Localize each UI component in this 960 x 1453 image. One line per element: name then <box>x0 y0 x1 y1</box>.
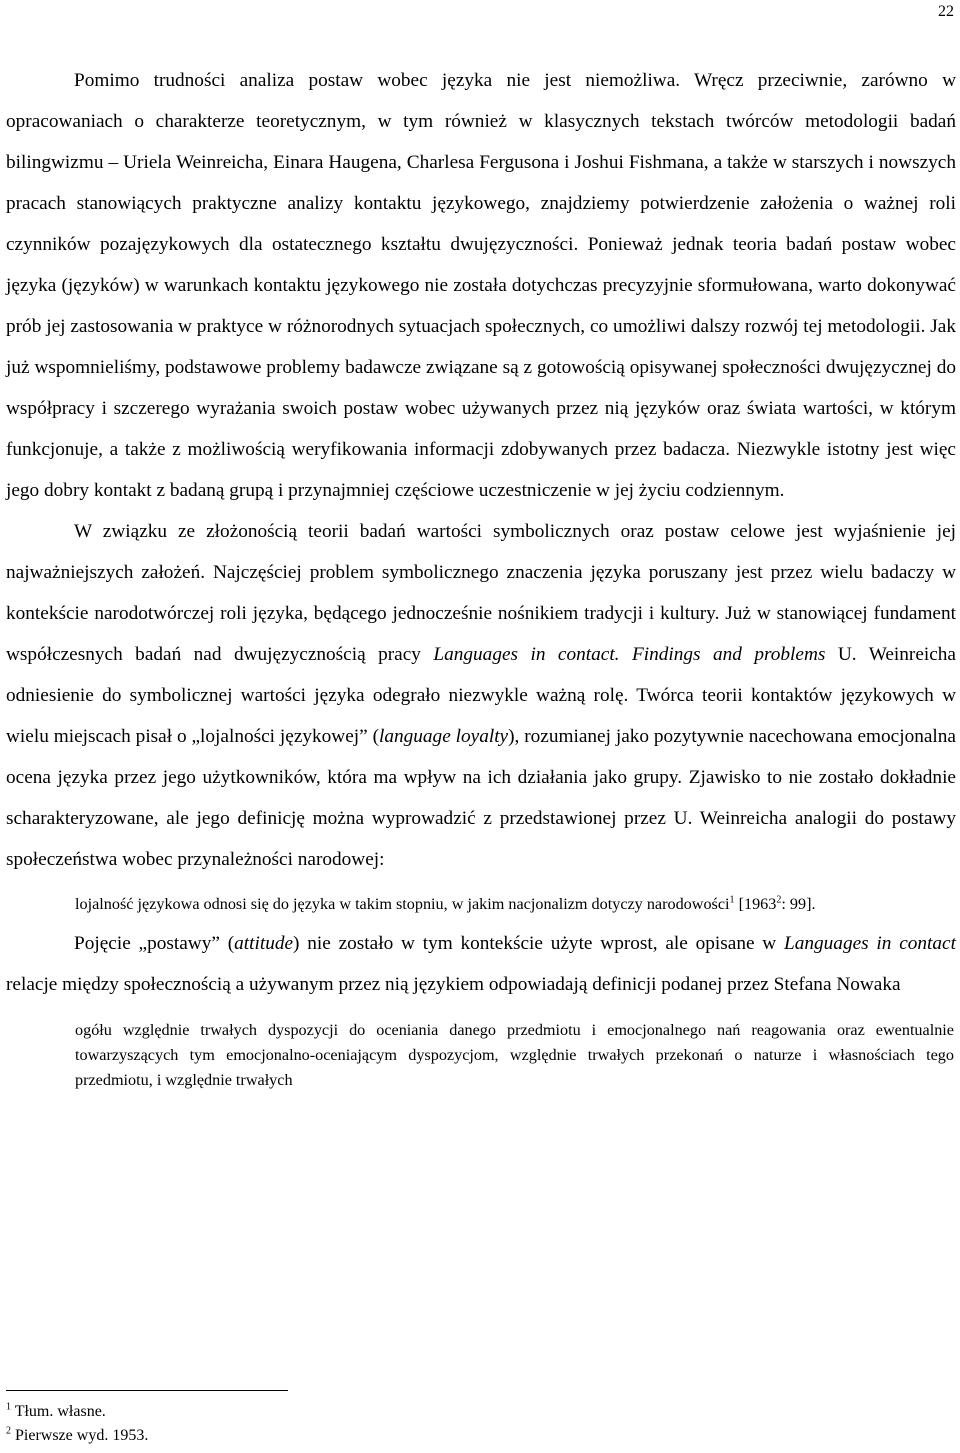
paragraph-1: Pomimo trudności analiza postaw wobec języka nie jest niemożliwa. Wręcz przeciwnie, zarówno w opracowaniach o charakterze teoretycznym, w tym również w klasycznych tekstach twórców metodologii badań bilingwizmu – Uriela Weinreicha, Einara Haugena, Charlesa Fergusona i Joshui Fishmana, a także w starszych i nowszych pracach stanowiących praktyczne analizy kontaktu językowego, znajdziemy potwierdzenie założenia o ważnej roli czynników pozajęzykowych dla ostatecznego kształtu dwujęzyczności. Ponieważ jednak teoria badań postaw wobec języka (języków) w warunkach kontaktu językowego nie została dotychczas precyzyjnie sformułowana, warto dokonywać prób jej zastosowania w praktyce w różnorodnych sytuacjach społecznych, co umożliwi dalszy rozwój tej metodologii. Jak już wspomnieliśmy, podstawowe problemy badawcze związane są z gotowością opisywanej społeczności dwujęzycznej do współpracy i szczerego wyrażania swoich postaw wobec używanych przez nią języków oraz świata wartości, w którym funkcjonuje, a także z możliwością weryfikowania informacji zdobywanych przez badacza. Niezwykle istotny jest więc jego dobry kontakt z badaną grupą i przynajmniej częściowe uczestniczenie w jej życiu codziennym. <box>6 70 956 501</box>
footnote-1-text: Tłum. własne. <box>11 1403 106 1420</box>
footnote-2-mark: 2 <box>6 1425 11 1437</box>
paragraph-2-text-b: U. Weinreicha odniesienie do symbolicznej wartości języka odegrało niezwykle ważną rolę. Twórca teorii kontaktów językowych w wielu miejscach pisał o „lojalności językowej” ( <box>6 644 956 747</box>
page-number: 22 <box>938 3 954 20</box>
paragraph-2 <box>6 511 956 880</box>
footnotes <box>6 1400 148 1448</box>
paragraph-2-text-a: W związku ze złożonością teorii badań wartości symbolicznych oraz postaw celowe jest wyjaśnienie jej najważniejszych założeń. Najczęściej problem symbolicznego znaczenia języka poruszany jest przez wielu badaczy w kontekście narodotwórczej roli języka, będącego jednocześnie nośnikiem tradycji i kultury. Już w stanowiącej fundament współczesnych badań nad dwujęzycznością pracy <box>6 521 956 665</box>
footnote-1-mark: 1 <box>6 1401 11 1413</box>
footnote-separator <box>6 1390 288 1391</box>
page-body <box>6 60 956 1093</box>
footnote-2 <box>6 1424 148 1448</box>
term-italic: language loyalty <box>379 726 509 747</box>
book-title-italic: Languages in contact <box>784 933 956 954</box>
footnote-2-text: Pierwsze wyd. 1953. <box>11 1427 149 1444</box>
footnote-ref-2[interactable]: 2 <box>776 894 782 906</box>
footnote-1 <box>6 1400 148 1424</box>
quote-1-text-a: lojalność językowa odnosi się do języka w takim stopniu, w jakim nacjonalizm dotyczy narodowości <box>75 895 730 913</box>
quote-1-text-c: : 99]. <box>781 895 816 913</box>
paragraph-3 <box>6 923 956 1005</box>
footnote-ref-1[interactable]: 1 <box>729 894 735 906</box>
block-quote-1 <box>6 892 956 917</box>
paragraph-3-text-a: Pojęcie „postawy” ( <box>74 933 235 954</box>
paragraph-2-text-c: ), rozumianej jako pozytywnie nacechowana emocjonalna ocena języka przez jego użytkowników, która ma wpływ na ich działania jako grupy. Zjawisko to nie zostało dokładnie scharakteryzowane, ale jego definicję można wyprowadzić z przedstawionej przez U. Weinreicha analogii do postawy społeczeństwa wobec przynależności narodowej: <box>6 726 956 870</box>
paragraph-3-text-c: relacje między społecznością a używanym przez nią językiem odpowiadają definicji podanej przez Stefana Nowaka <box>6 974 901 995</box>
term-italic: attitude <box>234 933 294 954</box>
quote-1-text-b: [1963 <box>734 895 777 913</box>
block-quote-2: ogółu względnie trwałych dyspozycji do oceniania danego przedmiotu i emocjonalnego nań reagowania oraz ewentualnie towarzyszących tym emocjonalno-oceniającym dyspozycjom, względnie trwałych przekonań o naturze i własnościach tego przedmiotu, i względnie trwałych <box>75 1021 954 1089</box>
book-title-italic: Languages in contact. Findings and problems <box>433 644 826 665</box>
paragraph-3-text-b: ) nie zostało w tym kontekście użyte wprost, ale opisane w <box>293 933 785 954</box>
